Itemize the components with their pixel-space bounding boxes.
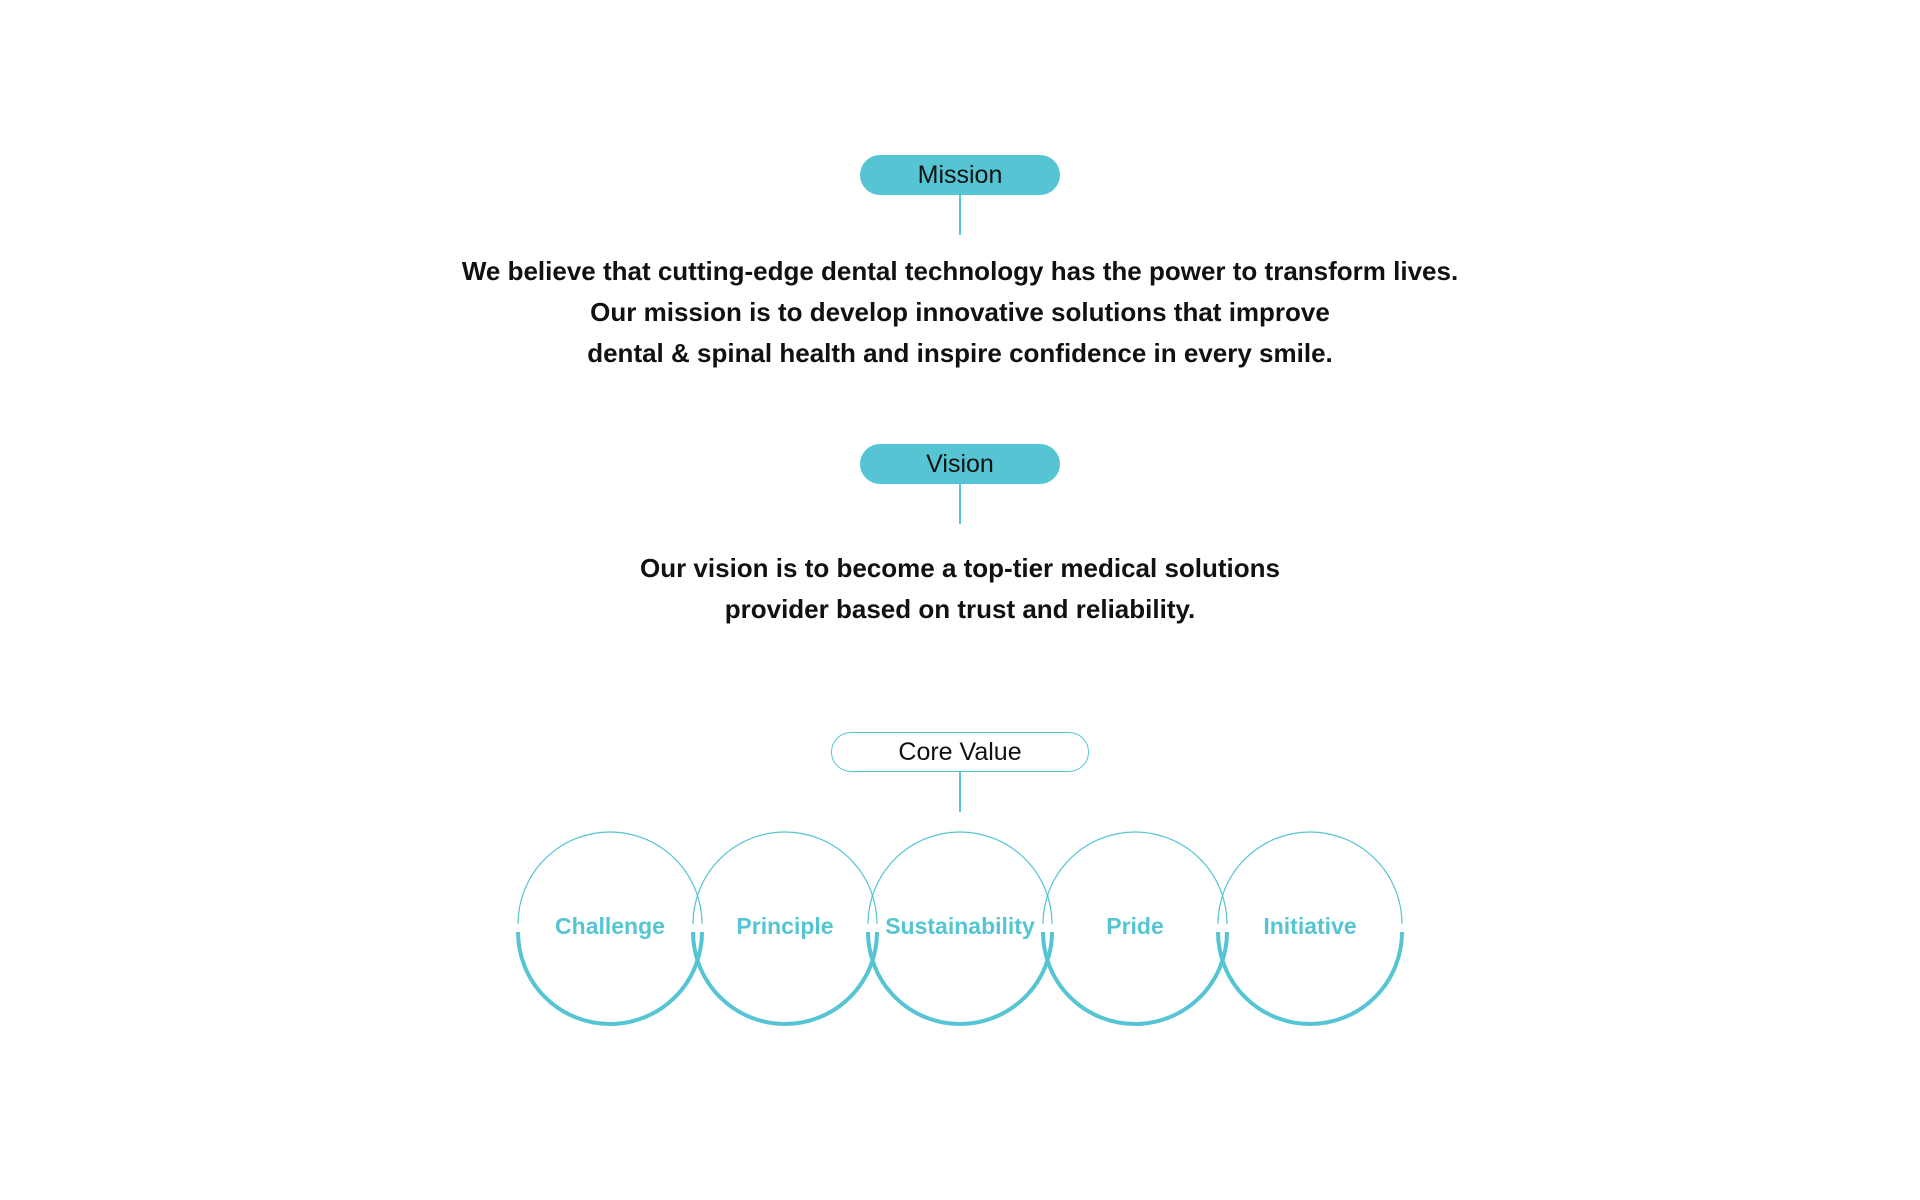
- vision-statement-line: provider based on trust and reliability.: [724, 594, 1196, 624]
- circle-lower-arc: [693, 932, 877, 1024]
- mission-badge: [860, 155, 1060, 195]
- mission-statement-line: dental & spinal health and inspire confidence in every smile.: [587, 338, 1333, 368]
- circle-lower-arc: [1043, 932, 1227, 1024]
- vision-statement-line: Our vision is to become a top-tier medical solutions: [639, 553, 1280, 583]
- circle-upper-arc: [518, 832, 702, 924]
- core-value-item: [868, 832, 1052, 1024]
- mission-connector-line: [959, 195, 961, 235]
- circle-upper-arc: [1043, 832, 1227, 924]
- circle-upper-arc: [1218, 832, 1402, 924]
- core-value-connector-line: [959, 772, 961, 812]
- circle-lower-arc: [868, 932, 1052, 1024]
- vision-badge: [860, 444, 1060, 484]
- core-value-label-principle: Principle: [736, 913, 834, 939]
- core-value-item: [1043, 832, 1227, 1024]
- core-value-label-sustainability: Sustainability: [885, 913, 1035, 939]
- circle-lower-arc: [518, 932, 702, 1024]
- mission-label: Mission: [917, 160, 1003, 189]
- circle-upper-arc: [693, 832, 877, 924]
- vision-label: Vision: [926, 449, 994, 478]
- circle-upper-arc: [868, 832, 1052, 924]
- core-value-badge: [831, 732, 1089, 772]
- vision-statement: [0, 548, 1920, 630]
- vision-connector-line: [959, 484, 961, 524]
- core-value-label-initiative: Initiative: [1263, 913, 1357, 939]
- core-value-item: [1218, 832, 1402, 1024]
- core-value-item: [693, 832, 877, 1024]
- mission-statement: [0, 251, 1920, 374]
- circle-lower-arc: [1218, 932, 1402, 1024]
- mission-statement-line: We believe that cutting-edge dental technology has the power to transform lives.: [461, 256, 1459, 286]
- mission-statement-line: Our mission is to develop innovative solutions that improve: [590, 297, 1330, 327]
- core-value-label-pride: Pride: [1106, 913, 1164, 939]
- core-value-label: Core Value: [898, 737, 1022, 766]
- core-value-circles: [0, 820, 1920, 1040]
- core-value-label-challenge: Challenge: [555, 913, 665, 939]
- core-value-item: [518, 832, 702, 1024]
